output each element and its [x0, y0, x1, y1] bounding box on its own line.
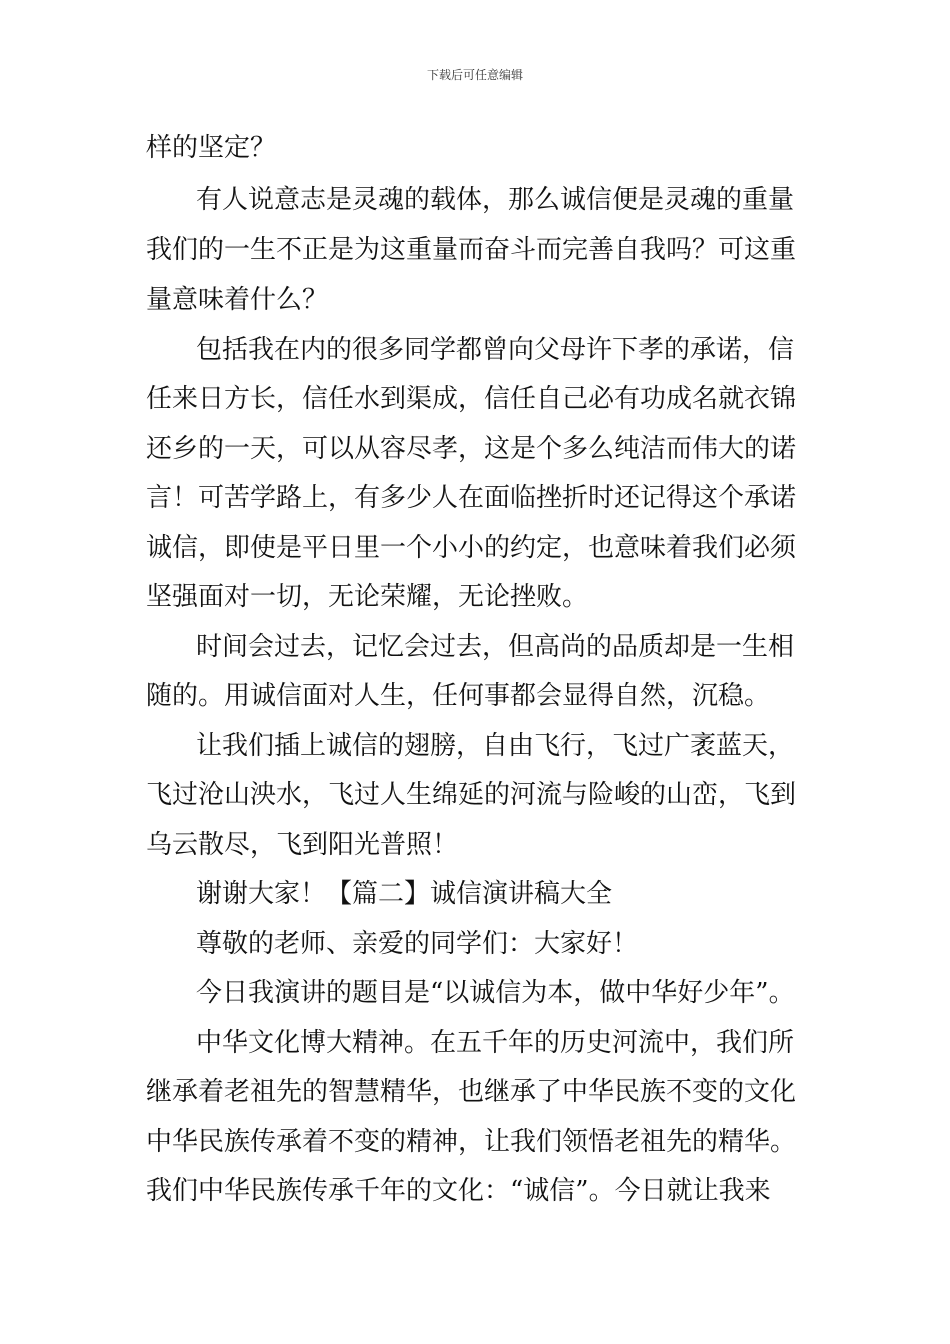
- text-line: 尊敬的老师、亲爱的同学们：大家好！: [196, 929, 639, 959]
- text-line: 包括我在内的很多同学都曾向父母许下孝的承诺，信: [196, 335, 795, 365]
- text-line: 有人说意志是灵魂的载体，那么诚信便是灵魂的重量: [196, 185, 795, 215]
- text-line: 时间会过去，记忆会过去，但高尚的品质却是一生相: [196, 632, 795, 662]
- text-line: 言！可苦学路上，有多少人在面临挫折时还记得这个承诺: [146, 483, 797, 513]
- text-line: 中华文化博大精神。在五千年的历史河流中，我们所: [196, 1028, 795, 1058]
- text-line: 随的。用诚信面对人生，任何事都会显得自然，沉稳。: [146, 681, 771, 711]
- text-line: 我们的一生不正是为这重量而奋斗而完善自我吗？可这重: [146, 235, 797, 265]
- text-line: 中华民族传承着不变的精神，让我们领悟老祖先的精华。: [146, 1127, 797, 1157]
- text-line: 谢谢大家！【篇二】诚信演讲稿大全: [196, 879, 613, 909]
- page-header: 下载后可任意编辑: [426, 68, 523, 82]
- text-line: 诚信，即使是平日里一个小小的约定，也意味着我们必须: [146, 533, 797, 563]
- text-line: 我们中华民族传承千年的文化：“诚信”。今日就让我来: [146, 1176, 771, 1206]
- text-line: 量意味着什么？: [146, 285, 329, 315]
- text-line: 继承着老祖先的智慧精华，也继承了中华民族不变的文化: [146, 1077, 797, 1107]
- text-line: 还乡的一天，可以从容尽孝，这是个多么纯洁而伟大的诺: [146, 434, 797, 464]
- text-line: 坚强面对一切，无论荣耀，无论挫败。: [146, 582, 589, 612]
- text-line: 今日我演讲的题目是“以诚信为本，做中华好少年”。: [196, 978, 795, 1008]
- text-line: 飞过沧山泱水，飞过人生绵延的河流与险峻的山峦，飞到: [146, 780, 797, 810]
- text-line: 样的坚定？: [146, 133, 277, 163]
- text-line: 任来日方长，信任水到渠成，信任自己必有功成名就衣锦: [146, 384, 797, 414]
- text-line: 让我们插上诚信的翅膀，自由飞行，飞过广袤蓝天，: [196, 731, 795, 761]
- text-line: 乌云散尽，飞到阳光普照！: [146, 830, 459, 860]
